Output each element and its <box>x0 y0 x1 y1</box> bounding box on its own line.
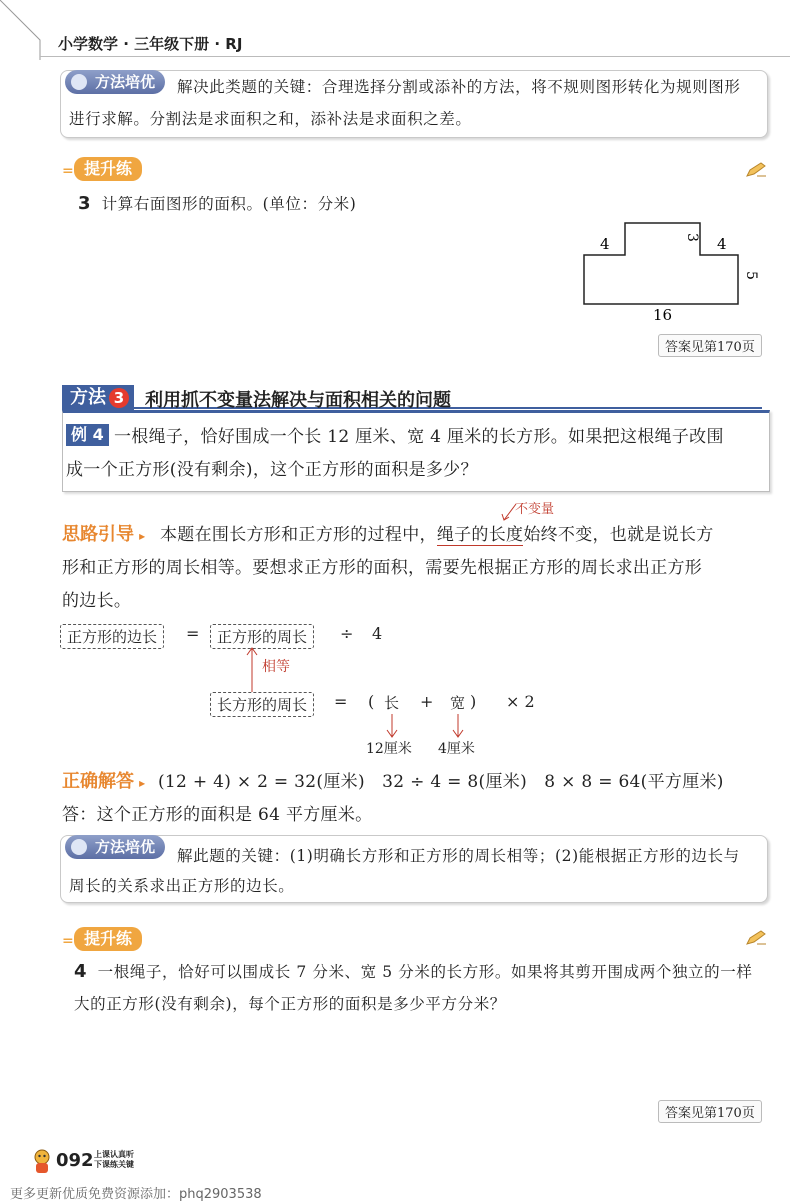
answer-reference: 答案见第170页 <box>658 1100 762 1123</box>
hint-text-line: 形和正方形的周长相等。要想求正方形的面积，需要先根据正方形的周长求出正方形 <box>62 558 703 578</box>
practice-dash: = <box>62 163 74 179</box>
method-tip-box <box>60 70 768 138</box>
diagram-divide: ÷ <box>340 624 354 643</box>
solution-equation: (12 + 4) × 2 = 32(厘米) 32 ÷ 4 = 8(厘米) 8 × 8 = 64(平方厘米) <box>158 772 724 792</box>
diagram-paren: ( <box>368 692 375 711</box>
diagram-width-value: 4厘米 <box>438 741 475 757</box>
diagram-width: 宽 <box>450 694 466 712</box>
hint-label: 思路引导 <box>62 524 134 545</box>
diagram-four: 4 <box>372 624 383 643</box>
answer-reference: 答案见第170页 <box>658 334 762 357</box>
solution-label-row <box>62 767 145 793</box>
diagram-equals: = <box>334 692 348 711</box>
tip-bullet-icon <box>71 839 87 855</box>
practice-dash: = <box>62 933 74 949</box>
question-text: 计算右面图形的面积。(单位：分米) <box>101 195 357 213</box>
method-badge: 方法 3 <box>62 385 134 411</box>
hint-text-line: 的边长。 <box>62 591 132 611</box>
page-corner-fold <box>0 0 60 60</box>
figure-label: 5 <box>743 271 759 280</box>
diagram-equal-label: 相等 <box>262 659 290 675</box>
practice-badge: 提升练 <box>74 927 142 951</box>
solution-arrow-icon: ▸ <box>139 776 146 790</box>
tip-text-line: 解此题的关键：(1)明确长方形和正方形的周长相等；(2)能根据正方形的边长与 <box>177 847 740 865</box>
method-tip-box <box>60 835 768 903</box>
diagram-rect-perimeter: 长方形的周长 <box>210 692 314 717</box>
pencil-icon <box>745 930 767 946</box>
diagram-equals: = <box>186 624 200 643</box>
header-divider <box>40 56 790 57</box>
tip-bullet-icon <box>71 74 87 90</box>
hint-label-row <box>62 520 145 546</box>
header-title: 小学数学 · 三年级下册 · RJ <box>58 35 243 53</box>
question-text-line: 一根绳子，恰好可以围成长 7 分米、宽 5 分米的长方形。如果将其剪开围成两个独立的一样 <box>97 963 753 981</box>
down-arrow-icon <box>452 714 464 738</box>
page-number: 092 <box>56 1150 94 1171</box>
figure-label: 4 <box>600 235 610 253</box>
diagram-length-value: 12厘米 <box>366 741 412 757</box>
solution-answer: 答：这个正方形的面积是 64 平方厘米。 <box>62 805 373 825</box>
question-number: 4 <box>74 961 87 982</box>
diagram-plus: + <box>420 692 434 711</box>
stepped-shape-figure <box>570 215 770 330</box>
equal-arrow-icon <box>246 646 258 692</box>
tip-text-line: 进行求解。分割法是求面积之和，添补法是求面积之差。 <box>69 110 472 128</box>
pencil-icon <box>745 162 767 178</box>
diagram-square-side: 正方形的边长 <box>60 624 164 649</box>
example-text-line: 一根绳子，恰好围成一个长 12 厘米、宽 4 厘米的长方形。如果把这根绳子改围 <box>114 427 724 447</box>
tip-text-line: 解决此类题的关键：合理选择分割或添补的方法，将不规则图形转化为规则图形 <box>177 78 741 96</box>
method-tip-label: 方法培优 <box>65 835 165 859</box>
diagram-length: 长 <box>384 694 400 712</box>
diagram-square-perimeter: 正方形的周长 <box>210 624 314 649</box>
example-text-line: 成一个正方形(没有剩余)，这个正方形的面积是多少？ <box>66 460 478 480</box>
solution-label: 正确解答 <box>62 771 134 792</box>
hint-key-phrase: 绳子的长度 <box>436 525 524 545</box>
tip-text-line: 周长的关系求出正方形的边长。 <box>69 877 295 895</box>
diagram-times: × 2 <box>506 692 535 711</box>
hint-text-line: 本题在围长方形和正方形的过程中，绳子的长度始终不变，也就是说长方 <box>160 525 714 545</box>
question-3 <box>78 192 356 214</box>
question-number: 3 <box>78 193 91 214</box>
figure-label: 3 <box>684 233 700 242</box>
page-slogan: 上课认真听 下课练关键 <box>94 1150 134 1169</box>
footer-note: 更多更新优质免费资源添加：phq2903538 <box>10 1187 262 1202</box>
figure-label: 4 <box>717 235 727 253</box>
method-number: 3 <box>109 388 129 408</box>
hint-annotation: 不变量 <box>515 502 555 517</box>
hint-arrow-icon: ▸ <box>139 529 146 543</box>
method-title: 利用抓不变量法解决与面积相关的问题 <box>145 390 451 411</box>
question-text-line: 大的正方形(没有剩余)，每个正方形的面积是多少平方分米？ <box>74 995 506 1013</box>
practice-badge: 提升练 <box>74 157 142 181</box>
mascot-icon <box>30 1148 54 1176</box>
figure-label: 16 <box>653 306 673 324</box>
question-4 <box>74 960 752 982</box>
example-badge: 例 4 <box>66 424 109 446</box>
diagram-paren: ) <box>470 692 477 711</box>
down-arrow-icon <box>386 714 398 738</box>
method-tip-label: 方法培优 <box>65 70 165 94</box>
annotation-arrow <box>498 500 518 522</box>
